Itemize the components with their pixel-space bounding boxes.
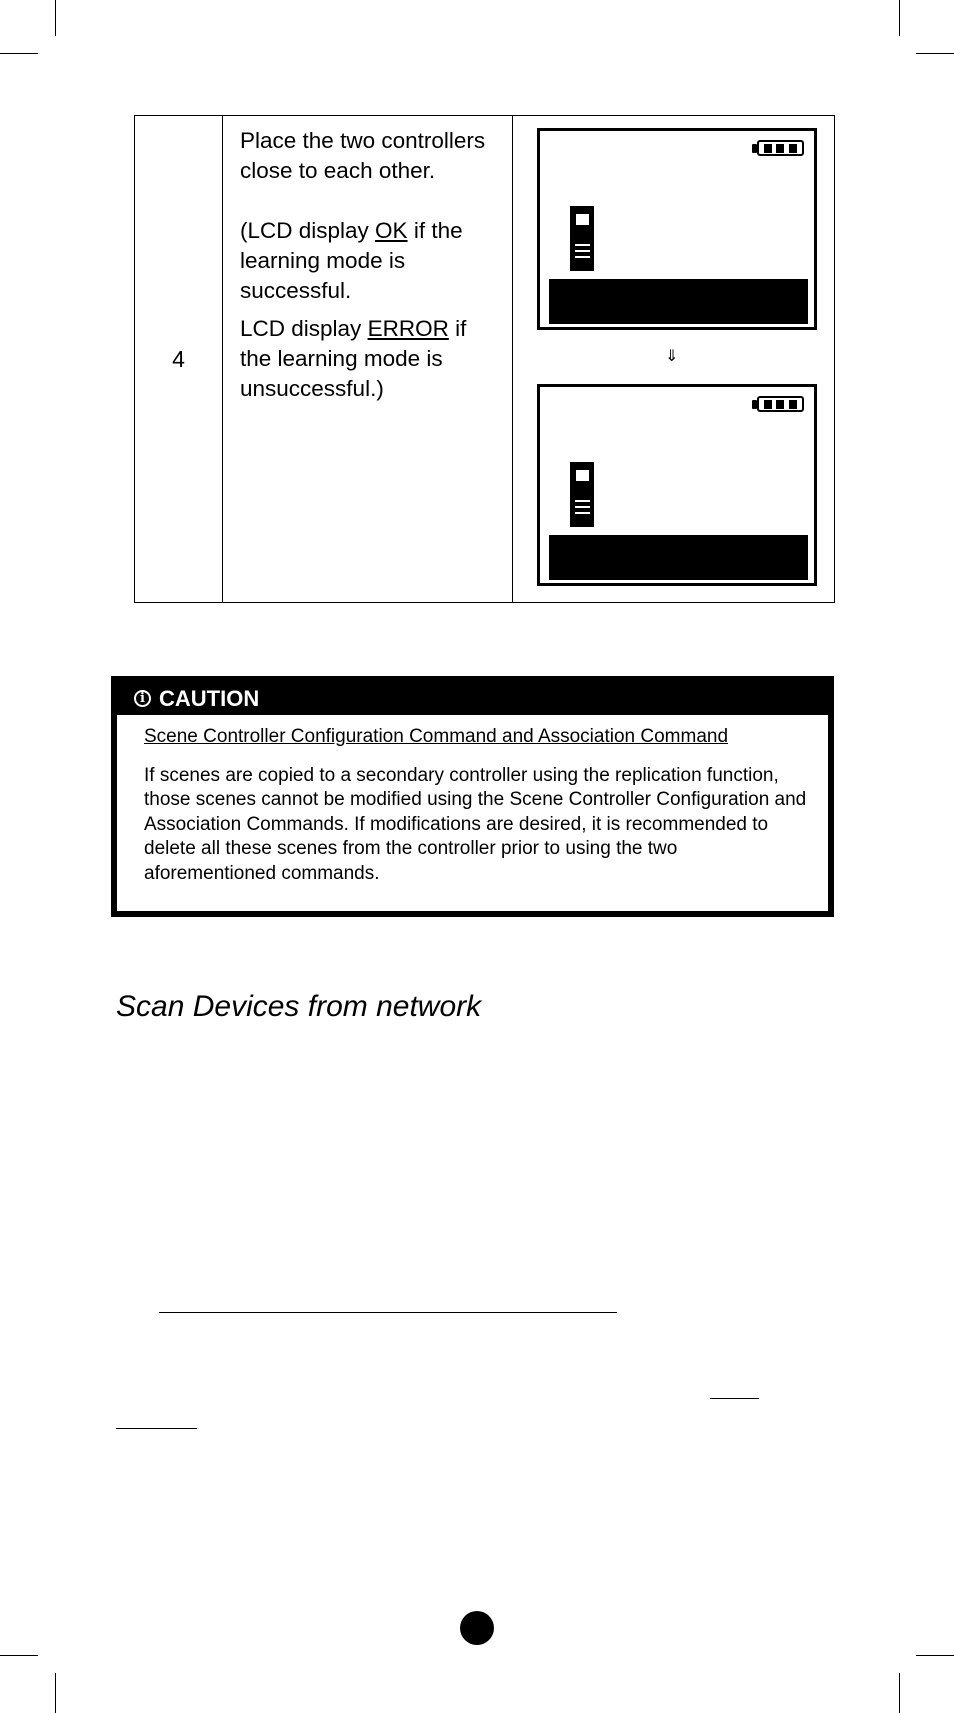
lcd-screen-error — [537, 384, 817, 586]
caution-text: If scenes are copied to a secondary controller using the replication function, those scenes cannot be modified using the Scene Controller Configuration and Association Commands. If modifications are desired, it is recommended to delete all these scenes from the controller prior to using the two aforementioned commands. — [144, 764, 807, 884]
divider-line — [116, 1428, 197, 1429]
battery-icon — [752, 393, 806, 415]
caution-title: CAUTION — [159, 685, 260, 711]
caution-subtitle: Scene Controller Configuration Command and Association Command — [144, 726, 729, 747]
crop-mark — [55, 0, 56, 36]
lcd-illustrations — [513, 116, 835, 602]
info-icon: i — [134, 690, 151, 707]
error-note: LCD display ERROR if the learning mode is unsuccessful.) — [240, 316, 467, 401]
crop-mark — [0, 53, 38, 54]
error-label: ERROR — [367, 316, 449, 341]
lcd-screen-ok — [537, 128, 817, 330]
crop-mark — [916, 53, 954, 54]
remote-controller-icon — [570, 462, 594, 527]
ok-note: (LCD display OK if the learning mode is successful. — [240, 218, 463, 303]
crop-mark — [0, 1655, 38, 1656]
ok-label: OK — [375, 218, 408, 243]
down-arrow-icon: ⇓ — [665, 348, 679, 365]
remote-controller-icon — [570, 206, 594, 271]
lcd-status-bar — [549, 279, 808, 324]
section-title: Scan Devices from network — [116, 990, 482, 1023]
caution-box — [111, 676, 834, 917]
caution-body — [117, 715, 828, 887]
instruction-text: Place the two controllers close to each other. — [240, 128, 486, 183]
divider-line — [710, 1398, 759, 1399]
caution-header — [117, 682, 828, 715]
page-number-marker — [460, 1611, 494, 1645]
lcd-status-bar — [549, 535, 808, 580]
divider-line — [159, 1312, 617, 1313]
step-instruction — [223, 116, 513, 602]
crop-mark — [899, 1673, 900, 1713]
crop-mark — [899, 0, 900, 36]
crop-mark — [55, 1673, 56, 1713]
battery-icon — [752, 137, 806, 159]
step-number: 4 — [135, 116, 223, 602]
step-table — [134, 115, 835, 603]
crop-mark — [916, 1655, 954, 1656]
